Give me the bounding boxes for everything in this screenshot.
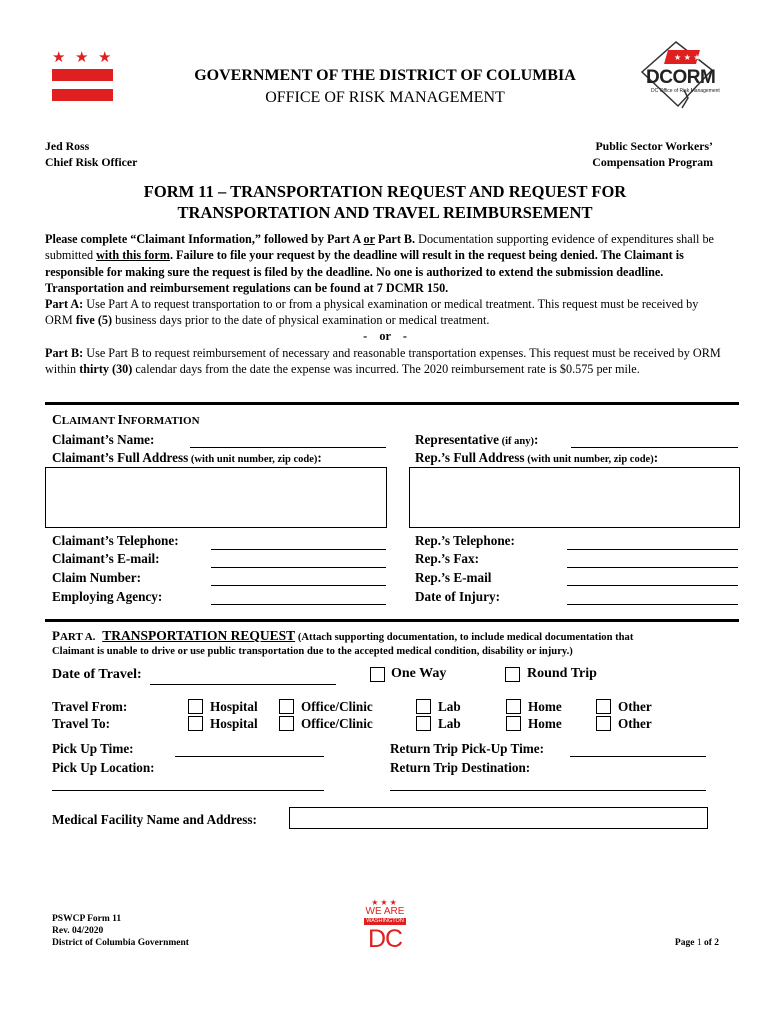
part-b-instructions	[45, 345, 725, 378]
medical-facility-label: Medical Facility Name and Address:	[52, 812, 257, 827]
claimant-name-field[interactable]	[190, 447, 386, 448]
rep-fax-label: Rep.’s Fax:	[415, 551, 479, 566]
claimant-telephone-field[interactable]	[211, 549, 386, 550]
instr-text: . Failure to file your request by the deadline will result in the request being denied. The Claimant is responsible for making sure the request is filed by the deadline. No one is authorized to extend the submission deadline. Transportation and reimbursement regulations can be found at 7 DCMR 150.	[45, 248, 684, 295]
from-other-checkbox[interactable]	[596, 699, 611, 714]
pickup-time-label: Pick Up Time:	[52, 741, 134, 756]
part-a-heading	[52, 628, 633, 644]
label-colon: :	[653, 450, 659, 465]
round-trip-checkbox[interactable]	[505, 667, 520, 682]
instr-text: Part B.	[374, 232, 416, 246]
page-prefix: Page	[674, 938, 697, 948]
instr-text: business days prior to the date of physical examination or medical treatment.	[112, 313, 490, 328]
from-other-label: Other	[618, 699, 652, 714]
from-hospital-checkbox[interactable]	[188, 699, 203, 714]
label-text: Rep.’s Full Address	[415, 450, 525, 465]
return-time-field[interactable]	[570, 756, 706, 757]
one-way-checkbox[interactable]	[370, 667, 385, 682]
to-lab-label: Lab	[438, 716, 461, 731]
label-text: Claimant’s Full Address	[52, 450, 189, 465]
date-of-travel-label: Date of Travel:	[52, 667, 142, 682]
label-text: Representative	[415, 432, 499, 447]
claimant-section-heading	[52, 412, 200, 428]
form-title-line2: TRANSPORTATION AND TRAVEL REIMBURSEMENT	[177, 203, 593, 222]
label-hint: (with unit number, zip code)	[188, 454, 318, 465]
footer-form-id: PSWCP Form 11	[52, 914, 122, 924]
label-hint: (with unit number, zip code)	[524, 454, 654, 465]
from-home-label: Home	[528, 699, 562, 714]
page-current: 1	[696, 938, 702, 948]
page-number	[675, 938, 719, 948]
heading-cap: P	[52, 628, 60, 643]
instr-text: Documentation supporting evidence of expenditures shall be submitted	[45, 232, 714, 263]
footer-rev: Rev. 04/2020	[52, 926, 104, 936]
officer-role: Chief Risk Officer	[45, 155, 138, 169]
from-home-checkbox[interactable]	[506, 699, 521, 714]
heading-cap: C	[52, 412, 62, 427]
from-office-clinic-checkbox[interactable]	[279, 699, 294, 714]
footer-gov: District of Columbia Government	[52, 938, 189, 948]
employing-agency-label: Employing Agency:	[52, 589, 163, 604]
label-colon: :	[317, 450, 322, 465]
part-a-label: Part A:	[45, 297, 84, 311]
to-other-label: Other	[618, 716, 652, 731]
rep-email-field[interactable]	[567, 585, 738, 586]
part-a-instructions	[45, 296, 725, 329]
or-separator: - or -	[363, 329, 407, 343]
to-lab-checkbox[interactable]	[416, 716, 431, 731]
from-lab-checkbox[interactable]	[416, 699, 431, 714]
part-a-note-line2: Claimant is unable to drive or use public transportation due to the accepted medical condition, disability or injury.)	[52, 646, 573, 657]
section-divider	[45, 402, 739, 405]
heading-rest: LAIMANT	[61, 415, 118, 427]
pickup-location-label: Pick Up Location:	[52, 760, 155, 775]
return-destination-field[interactable]	[390, 790, 706, 791]
pickup-location-field[interactable]	[52, 790, 324, 791]
return-destination-label: Return Trip Destination:	[390, 760, 531, 775]
logo-dc: DC	[367, 925, 403, 953]
claim-number-field[interactable]	[211, 585, 386, 586]
to-home-checkbox[interactable]	[506, 716, 521, 731]
travel-from-label: Travel From:	[52, 699, 128, 714]
rep-telephone-field[interactable]	[567, 549, 738, 550]
logo-stars-icon: ★★★	[371, 898, 399, 907]
to-office-clinic-label: Office/Clinic	[301, 716, 373, 731]
section-divider	[45, 619, 739, 622]
instr-with-form: with this form	[96, 248, 170, 263]
logo-we-are: WE ARE	[365, 906, 405, 917]
one-way-label: One Way	[391, 666, 447, 681]
instr-text: calendar days from the date the expense was incurred. The 2020 reimbursement rate is $0.575 per mile.	[132, 362, 640, 377]
claimant-name-label: Claimant’s Name:	[52, 432, 155, 447]
program-line1: Public Sector Workers’	[595, 139, 713, 153]
logo-washington: WASHINGTON	[364, 918, 406, 925]
to-office-clinic-checkbox[interactable]	[279, 716, 294, 731]
claimant-address-label	[52, 450, 322, 466]
travel-to-label: Travel To:	[52, 716, 111, 731]
dcorm-logo-text: DCORM	[646, 67, 716, 88]
rep-fax-field[interactable]	[567, 567, 738, 568]
instr-or: or	[363, 232, 375, 246]
part-b-label: Part B:	[45, 346, 84, 360]
claimant-address-field[interactable]	[45, 467, 387, 528]
instr-thirty: thirty (30)	[79, 362, 133, 377]
instr-text: Use Part B to request reimbursement of necessary and reasonable transportation expenses. This request must be received by ORM within	[45, 346, 721, 377]
date-of-injury-label: Date of Injury:	[415, 589, 500, 604]
dcorm-logo	[638, 40, 728, 110]
to-hospital-label: Hospital	[210, 716, 258, 731]
page-of: of	[701, 938, 715, 948]
from-hospital-label: Hospital	[210, 699, 258, 714]
rep-address-label	[415, 450, 658, 466]
instructions-paragraph	[45, 231, 725, 296]
rep-email-label: Rep.’s E-mail	[415, 570, 492, 585]
part-a-title: TRANSPORTATION REQUEST	[102, 628, 296, 643]
svg-text:★ ★ ★: ★ ★ ★	[674, 53, 701, 62]
claim-number-label: Claim Number:	[52, 570, 142, 585]
form-title-line1: FORM 11 – TRANSPORTATION REQUEST AND REQUEST FOR	[143, 182, 627, 201]
medical-facility-field[interactable]	[289, 807, 708, 829]
claimant-email-field[interactable]	[211, 567, 386, 568]
date-of-travel-field[interactable]	[150, 684, 336, 685]
claimant-telephone-label: Claimant’s Telephone:	[52, 533, 179, 548]
from-office-clinic-label: Office/Clinic	[301, 699, 373, 714]
instr-text: Use Part A to request transportation to or from a physical examination or medical treatment. This request must be received by ORM	[45, 297, 699, 328]
instr-five: five (5)	[75, 313, 113, 328]
label-colon: :	[534, 432, 539, 447]
we-are-washington-dc-logo	[362, 898, 408, 956]
to-hospital-checkbox[interactable]	[188, 716, 203, 731]
label-hint: (if any)	[499, 436, 534, 447]
star-icon: ★	[75, 50, 89, 66]
rep-telephone-label: Rep.’s Telephone:	[415, 533, 515, 548]
star-icon: ★	[52, 50, 66, 66]
heading-rest: ART A.	[59, 631, 96, 643]
date-of-injury-field[interactable]	[567, 604, 738, 605]
return-time-label: Return Trip Pick-Up Time:	[390, 741, 544, 756]
pickup-time-field[interactable]	[175, 756, 324, 757]
dcorm-logo-subtext: DC Office of Risk Management	[651, 88, 720, 94]
rep-address-field[interactable]	[409, 467, 740, 528]
star-icon: ★	[98, 50, 112, 66]
round-trip-label: Round Trip	[527, 666, 597, 681]
from-lab-label: Lab	[438, 699, 461, 714]
header-title: GOVERNMENT OF THE DISTRICT OF COLUMBIA	[194, 67, 576, 84]
instr-text: Please complete “Claimant Information,” followed by Part A	[45, 232, 364, 246]
employing-agency-field[interactable]	[211, 604, 386, 605]
representative-field[interactable]	[571, 447, 738, 448]
officer-name: Jed Ross	[45, 139, 90, 153]
representative-label	[415, 432, 538, 448]
to-other-checkbox[interactable]	[596, 716, 611, 731]
heading-rest: NFORMATION	[122, 415, 200, 427]
to-home-label: Home	[528, 716, 562, 731]
part-a-note: (Attach supporting documentation, to include medical documentation that	[297, 632, 634, 643]
page-total: 2	[714, 938, 719, 948]
program-line2: Compensation Program	[592, 155, 713, 169]
claimant-email-label: Claimant’s E-mail:	[52, 551, 160, 566]
heading-cap: I	[117, 412, 123, 427]
header-subtitle: OFFICE OF RISK MANAGEMENT	[265, 89, 505, 106]
